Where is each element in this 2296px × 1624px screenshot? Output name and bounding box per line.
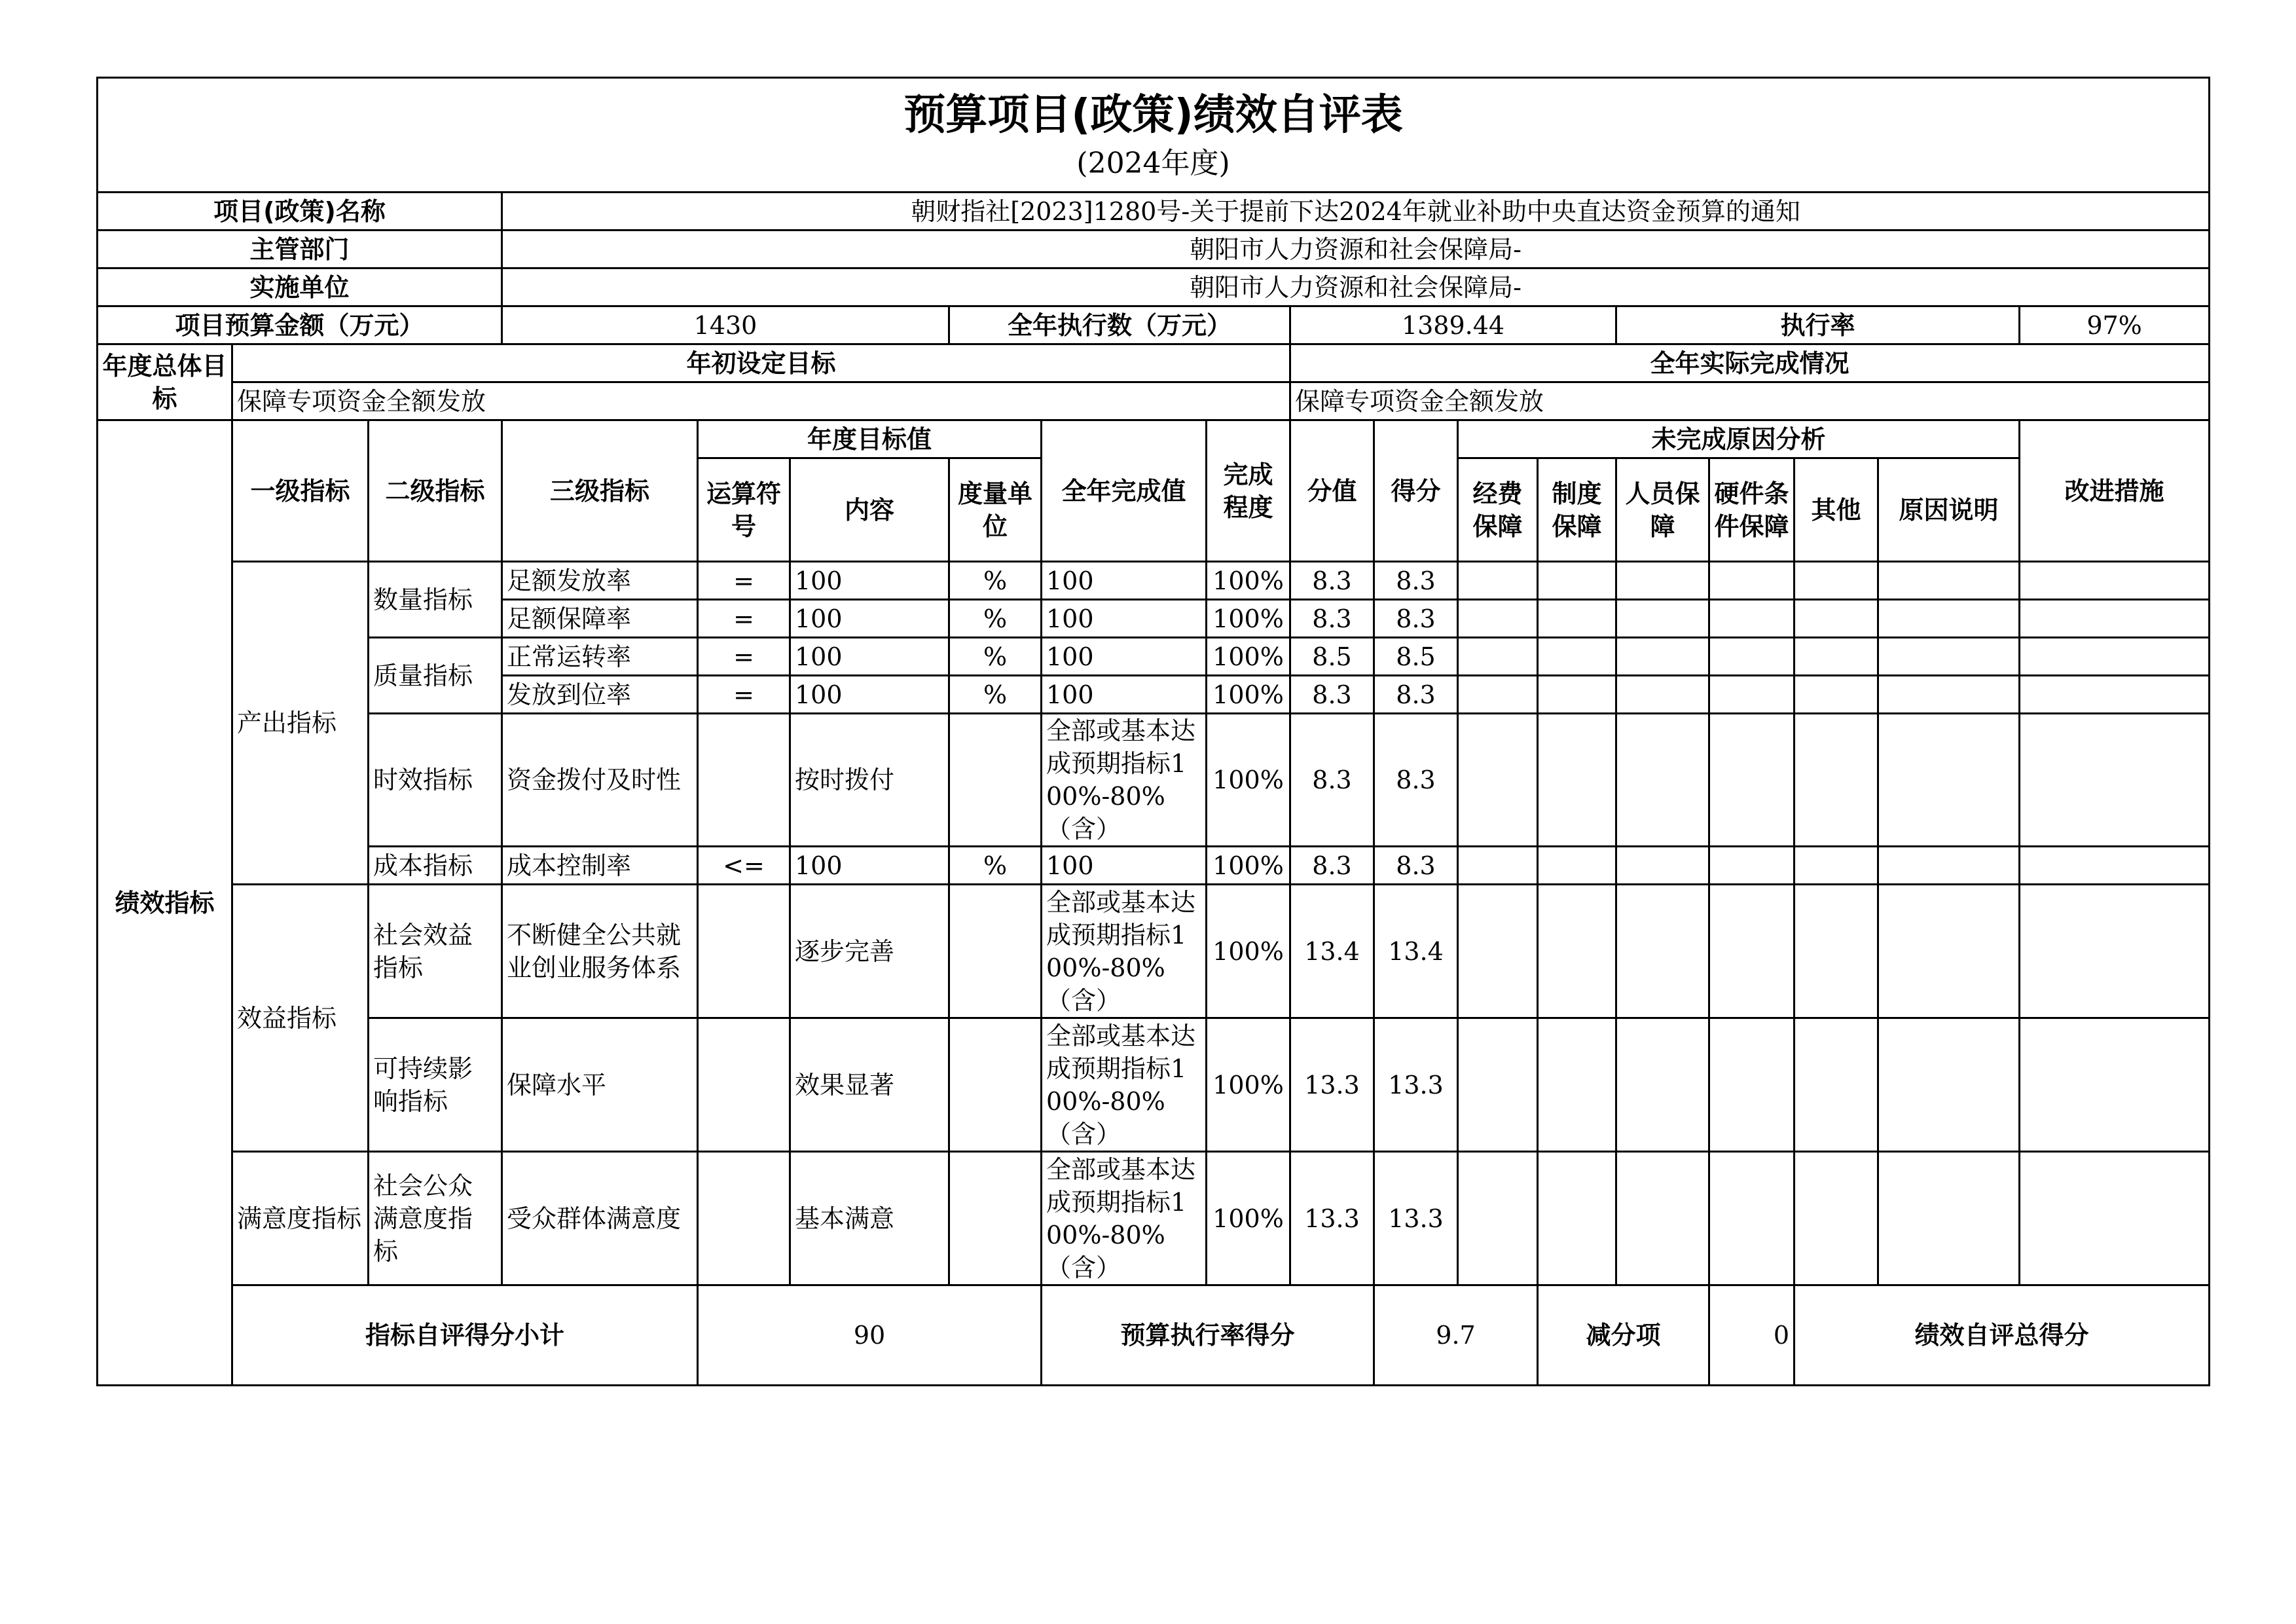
unit-cell — [949, 1152, 1042, 1285]
obtained-cell: 8.3 — [1374, 600, 1458, 638]
empty-cell — [1458, 676, 1538, 714]
empty-cell — [1616, 638, 1709, 676]
obtained-cell: 8.3 — [1374, 562, 1458, 600]
content-cell: 100 — [790, 562, 949, 600]
empty-cell — [2020, 1018, 2210, 1152]
page-subtitle: (2024年度) — [1076, 147, 1230, 180]
empty-cell — [2020, 885, 2210, 1018]
obtained-cell: 8.3 — [1374, 676, 1458, 714]
unit-cell — [949, 714, 1042, 847]
degree-cell: 100% — [1207, 885, 1290, 1018]
budget-amount-value: 1430 — [502, 306, 949, 344]
empty-cell — [2020, 600, 2210, 638]
empty-cell — [1616, 676, 1709, 714]
actual-completion-value: 保障专项资金全额发放 — [1290, 382, 2210, 420]
score-cell: 8.3 — [1290, 562, 1374, 600]
subtotal-label: 指标自评得分小计 — [232, 1285, 698, 1386]
degree-cell: 100% — [1207, 1018, 1290, 1152]
content-cell: 基本满意 — [790, 1152, 949, 1285]
obtained-cell: 8.5 — [1374, 638, 1458, 676]
content-cell: 效果显著 — [790, 1018, 949, 1152]
level3-cell: 发放到位率 — [502, 676, 698, 714]
empty-cell — [1616, 714, 1709, 847]
performance-table — [96, 77, 2210, 1386]
project-name-label: 项目(政策)名称 — [98, 193, 502, 231]
empty-cell — [1458, 1018, 1538, 1152]
unit-cell: % — [949, 676, 1042, 714]
content-cell: 100 — [790, 600, 949, 638]
department-value: 朝阳市人力资源和社会保障局- — [502, 231, 2210, 268]
degree-cell: 100% — [1207, 676, 1290, 714]
empty-cell — [1458, 714, 1538, 847]
annual-cell: 全部或基本达成预期指标100%-80%（含） — [1042, 714, 1207, 847]
empty-cell — [1709, 1152, 1795, 1285]
empty-cell — [1878, 1152, 2020, 1285]
obtained-cell: 13.3 — [1374, 1018, 1458, 1152]
deduction-label: 减分项 — [1538, 1285, 1709, 1386]
score-cell: 8.3 — [1290, 847, 1374, 885]
group-sustainable: 可持续影响指标 — [369, 1018, 502, 1152]
header-hardware: 硬件条件保障 — [1709, 458, 1795, 562]
department-label: 主管部门 — [98, 231, 502, 268]
empty-cell — [1709, 714, 1795, 847]
operator-cell: = — [698, 600, 790, 638]
operator-cell: = — [698, 676, 790, 714]
empty-cell — [1458, 1152, 1538, 1285]
level3-cell: 成本控制率 — [502, 847, 698, 885]
group-satisfaction: 满意度指标 — [232, 1152, 369, 1285]
empty-cell — [2020, 562, 2210, 600]
level3-cell: 足额发放率 — [502, 562, 698, 600]
title-block — [98, 78, 2210, 193]
annual-cell: 100 — [1042, 600, 1207, 638]
empty-cell — [2020, 676, 2210, 714]
empty-cell — [1538, 714, 1616, 847]
header-level2: 二级指标 — [369, 420, 502, 562]
content-cell: 按时拨付 — [790, 714, 949, 847]
empty-cell — [1616, 1152, 1709, 1285]
empty-cell — [1878, 847, 2020, 885]
empty-cell — [1795, 1152, 1878, 1285]
empty-cell — [1538, 1018, 1616, 1152]
degree-cell: 100% — [1207, 714, 1290, 847]
unit-cell: % — [949, 847, 1042, 885]
empty-cell — [1795, 638, 1878, 676]
implementing-unit-value: 朝阳市人力资源和社会保障局- — [502, 268, 2210, 306]
content-cell: 100 — [790, 638, 949, 676]
unit-cell — [949, 1018, 1042, 1152]
level3-cell: 保障水平 — [502, 1018, 698, 1152]
implementing-unit-label: 实施单位 — [98, 268, 502, 306]
level3-cell: 受众群体满意度 — [502, 1152, 698, 1285]
empty-cell — [1878, 714, 2020, 847]
annual-cell: 100 — [1042, 562, 1207, 600]
empty-cell — [1878, 638, 2020, 676]
empty-cell — [1538, 562, 1616, 600]
operator-cell: = — [698, 562, 790, 600]
annual-cell: 全部或基本达成预期指标100%-80%（含） — [1042, 1018, 1207, 1152]
empty-cell — [1458, 600, 1538, 638]
obtained-cell: 8.3 — [1374, 714, 1458, 847]
score-cell: 13.3 — [1290, 1152, 1374, 1285]
empty-cell — [1709, 676, 1795, 714]
empty-cell — [1538, 885, 1616, 1018]
score-cell: 13.3 — [1290, 1018, 1374, 1152]
group-cost: 成本指标 — [369, 847, 502, 885]
degree-cell: 100% — [1207, 562, 1290, 600]
empty-cell — [1616, 600, 1709, 638]
empty-cell — [1795, 600, 1878, 638]
empty-cell — [1458, 847, 1538, 885]
operator-cell — [698, 714, 790, 847]
level3-cell: 不断健全公共就业创业服务体系 — [502, 885, 698, 1018]
header-unit: 度量单位 — [949, 458, 1042, 562]
degree-cell: 100% — [1207, 638, 1290, 676]
empty-cell — [1538, 638, 1616, 676]
empty-cell — [1538, 676, 1616, 714]
unit-cell: % — [949, 600, 1042, 638]
subtotal-value: 90 — [698, 1285, 1042, 1386]
execution-rate-value: 97% — [2020, 306, 2210, 344]
group-timeliness: 时效指标 — [369, 714, 502, 847]
unit-cell: % — [949, 638, 1042, 676]
content-cell: 逐步完善 — [790, 885, 949, 1018]
empty-cell — [1878, 562, 2020, 600]
score-cell: 8.3 — [1290, 676, 1374, 714]
group-public-satisfaction: 社会公众满意度指标 — [369, 1152, 502, 1285]
header-score: 分值 — [1290, 420, 1374, 562]
group-output: 产出指标 — [232, 562, 369, 885]
header-obtained: 得分 — [1374, 420, 1458, 562]
header-level1: 一级指标 — [232, 420, 369, 562]
empty-cell — [1458, 638, 1538, 676]
header-reason-analysis: 未完成原因分析 — [1458, 420, 2020, 458]
empty-cell — [1616, 885, 1709, 1018]
header-target-values: 年度目标值 — [698, 420, 1042, 458]
annual-cell: 100 — [1042, 847, 1207, 885]
annual-cell: 全部或基本达成预期指标100%-80%（含） — [1042, 1152, 1207, 1285]
header-content: 内容 — [790, 458, 949, 562]
score-cell: 8.5 — [1290, 638, 1374, 676]
header-completion-degree: 完成程度 — [1207, 420, 1290, 562]
content-cell: 100 — [790, 847, 949, 885]
executed-amount-value: 1389.44 — [1290, 306, 1616, 344]
budget-amount-label: 项目预算金额（万元） — [98, 306, 502, 344]
group-social-benefit: 社会效益指标 — [369, 885, 502, 1018]
empty-cell — [2020, 714, 2210, 847]
group-benefit: 效益指标 — [232, 885, 369, 1152]
empty-cell — [1616, 847, 1709, 885]
total-score-label: 绩效自评总得分 — [1795, 1285, 2210, 1386]
execution-score-label: 预算执行率得分 — [1042, 1285, 1374, 1386]
annual-cell: 100 — [1042, 638, 1207, 676]
empty-cell — [1795, 847, 1878, 885]
header-operator: 运算符号 — [698, 458, 790, 562]
header-annual-completion: 全年完成值 — [1042, 420, 1207, 562]
empty-cell — [1709, 600, 1795, 638]
empty-cell — [1709, 1018, 1795, 1152]
initial-goal-value: 保障专项资金全额发放 — [232, 382, 1290, 420]
empty-cell — [1538, 1152, 1616, 1285]
obtained-cell: 13.3 — [1374, 1152, 1458, 1285]
header-funding: 经费保障 — [1458, 458, 1538, 562]
unit-cell — [949, 885, 1042, 1018]
empty-cell — [1878, 885, 2020, 1018]
empty-cell — [1458, 562, 1538, 600]
deduction-value: 0 — [1709, 1285, 1795, 1386]
empty-cell — [1878, 676, 2020, 714]
evaluation-sheet — [96, 77, 2208, 1386]
annual-cell: 100 — [1042, 676, 1207, 714]
empty-cell — [1538, 847, 1616, 885]
header-personnel: 人员保障 — [1616, 458, 1709, 562]
header-other: 其他 — [1795, 458, 1878, 562]
empty-cell — [1795, 885, 1878, 1018]
operator-cell: = — [698, 638, 790, 676]
empty-cell — [1709, 562, 1795, 600]
operator-cell — [698, 1152, 790, 1285]
annual-goal-label: 年度总体目标 — [98, 344, 232, 420]
empty-cell — [1878, 1018, 2020, 1152]
header-level3: 三级指标 — [502, 420, 698, 562]
empty-cell — [2020, 847, 2210, 885]
obtained-cell: 8.3 — [1374, 847, 1458, 885]
empty-cell — [1709, 638, 1795, 676]
header-improvement: 改进措施 — [2020, 420, 2210, 562]
performance-indicators-label: 绩效指标 — [98, 420, 232, 1386]
level3-cell: 资金拨付及时性 — [502, 714, 698, 847]
empty-cell — [1616, 1018, 1709, 1152]
empty-cell — [1795, 1018, 1878, 1152]
degree-cell: 100% — [1207, 600, 1290, 638]
empty-cell — [1709, 847, 1795, 885]
empty-cell — [1795, 562, 1878, 600]
operator-cell — [698, 885, 790, 1018]
page-title: 预算项目(政策)绩效自评表 — [903, 91, 1403, 139]
empty-cell — [2020, 638, 2210, 676]
score-cell: 8.3 — [1290, 714, 1374, 847]
content-cell: 100 — [790, 676, 949, 714]
execution-rate-label: 执行率 — [1616, 306, 2020, 344]
unit-cell: % — [949, 562, 1042, 600]
empty-cell — [1878, 600, 2020, 638]
annual-cell: 全部或基本达成预期指标100%-80%（含） — [1042, 885, 1207, 1018]
degree-cell: 100% — [1207, 847, 1290, 885]
empty-cell — [1795, 714, 1878, 847]
header-system: 制度保障 — [1538, 458, 1616, 562]
operator-cell: <= — [698, 847, 790, 885]
group-quality: 质量指标 — [369, 638, 502, 714]
header-reason-note: 原因说明 — [1878, 458, 2020, 562]
empty-cell — [1709, 885, 1795, 1018]
score-cell: 8.3 — [1290, 600, 1374, 638]
degree-cell: 100% — [1207, 1152, 1290, 1285]
operator-cell — [698, 1018, 790, 1152]
executed-amount-label: 全年执行数（万元） — [949, 306, 1290, 344]
obtained-cell: 13.4 — [1374, 885, 1458, 1018]
actual-completion-header: 全年实际完成情况 — [1290, 344, 2210, 382]
score-cell: 13.4 — [1290, 885, 1374, 1018]
empty-cell — [1458, 885, 1538, 1018]
empty-cell — [1616, 562, 1709, 600]
execution-score-value: 9.7 — [1374, 1285, 1538, 1386]
empty-cell — [2020, 1152, 2210, 1285]
level3-cell: 正常运转率 — [502, 638, 698, 676]
empty-cell — [1795, 676, 1878, 714]
project-name-value: 朝财指社[2023]1280号-关于提前下达2024年就业补助中央直达资金预算的通知 — [502, 193, 2210, 231]
group-quantity: 数量指标 — [369, 562, 502, 638]
level3-cell: 足额保障率 — [502, 600, 698, 638]
initial-goal-header: 年初设定目标 — [232, 344, 1290, 382]
empty-cell — [1538, 600, 1616, 638]
